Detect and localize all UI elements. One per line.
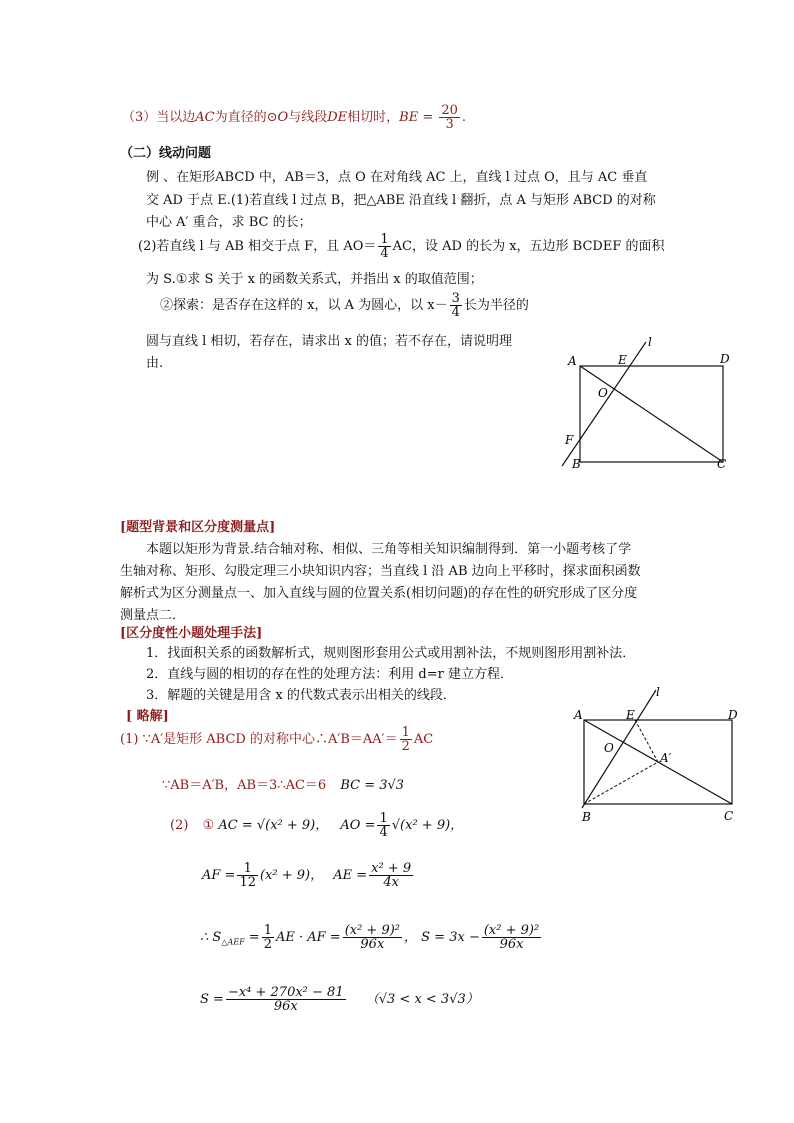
section2-title: （二）线动问题	[120, 146, 212, 161]
problem-line-7: 圆与直线 l 相切，若存在，请求出 x 的值；若不存在，请说明理	[146, 334, 513, 349]
part3-de: DE	[327, 110, 348, 125]
fig1-label-a: A	[568, 354, 577, 368]
solution-step-1a: (1) ∵A′是矩形 ABCD 的对称中心∴A′B＝AA′＝	[120, 732, 398, 747]
part3-mid3: 相切时，	[347, 110, 400, 125]
fig1-label-c: C	[717, 457, 727, 471]
fig2-label-d: D	[728, 708, 738, 722]
solution-step-3-label: (2)	[170, 818, 189, 833]
solution-step-1b: AC	[413, 732, 434, 747]
background-title: [题型背景和区分度测量点]	[120, 520, 276, 535]
solution-step-6	[200, 986, 479, 1013]
fig1-label-l: l	[648, 335, 652, 349]
fig1-label-b: B	[572, 457, 581, 471]
solution-s-area-eq: =	[248, 930, 260, 945]
fig1-diagonal-ac	[580, 366, 723, 462]
solution-step-5	[200, 924, 543, 951]
problem-line-6	[160, 292, 529, 319]
solution-step-3-circle: ①	[202, 818, 215, 833]
problem-line-3: 中心 A′ 重合，求 BC 的长；	[146, 215, 312, 230]
problem-line-5: 为 S.①求 S 关于 x 的函数关系式，并指出 x 的取值范围；	[146, 272, 483, 287]
problem-fraction-3-4: $\frac{3}{4}$	[451, 291, 460, 320]
solution-fraction-ao: $\frac{1}{4}$	[379, 811, 388, 840]
fig2-label-a-prime: A′	[660, 751, 672, 765]
fig1-label-o: O	[598, 386, 608, 400]
part3-fraction: $\frac{20}{3}$	[441, 103, 458, 132]
solution-ao-right: √(x² + 9)，	[391, 818, 464, 833]
problem-line-8: 由.	[146, 356, 164, 371]
part3-mid: 为直径的⊙	[214, 110, 278, 125]
solution-step-2	[162, 774, 404, 793]
fig2-label-o: O	[604, 741, 614, 755]
background-para-4: 测量点二．	[120, 608, 186, 623]
method-item-2: 2．直线与圆的相切的存在性的处理方法：利用 d=r 建立方程．	[146, 667, 513, 682]
solution-range: （√3 < x < 3√3）	[365, 992, 479, 1007]
part3-end: .	[461, 110, 467, 125]
fig2-dashed-ba	[584, 762, 658, 804]
solution-fraction-ae: $\frac{\text{x² + 9}}{4x}$	[371, 861, 412, 890]
fig1-label-d: D	[720, 352, 730, 366]
problem-line-6b: 长为半径的	[463, 298, 529, 313]
solution-ae-af: AE · AF =	[275, 930, 341, 945]
solution-fraction-s: $\frac{\text{(x² + 9)²}}{96x}$	[483, 923, 540, 952]
background-para-1: 本题以矩形为背景.结合轴对称、相似、三角等相关知识编制得到．第一小题考核了学	[146, 542, 632, 557]
method-item-3: 3．解题的关键是用含 x 的代数式表示出相关的线段．	[146, 688, 456, 703]
fig1-label-e: E	[618, 353, 627, 367]
solution-fraction-half: $\frac{1}{2}$	[263, 923, 272, 952]
solution-step-2a: ∵AB＝A′B，AB＝3∴AC＝6	[162, 778, 327, 793]
background-para-2: 生轴对称、矩形、勾股定理三小块知识内容；当直线 l 沿 AB 边向上平移时，探求面积函数	[120, 564, 641, 579]
problem-fraction-1-4: $\frac{1}{4}$	[380, 232, 389, 261]
part3-ac: AC	[195, 110, 215, 125]
solution-s-final-left: S =	[200, 992, 224, 1007]
part3-prefix: （3）当以边	[122, 110, 196, 125]
part3-line	[122, 104, 466, 131]
solution-fraction-area: $\frac{\text{(x² + 9)²}}{96x}$	[344, 923, 401, 952]
method-item-1: 1．找面积关系的函数解析式，规则图形套用公式或用割补法，不规则图形用割补法．	[146, 646, 636, 661]
solution-ao-left: AO =	[340, 818, 376, 833]
solution-ac-formula: AC = √(x² + 9)，	[218, 818, 329, 833]
fig2-label-e: E	[626, 708, 635, 722]
problem-line-4a: (2)若直线 l 与 AB 相交于点 F，且 AO＝	[138, 239, 377, 254]
problem-line-2: 交 AD 于点 E.(1)若直线 l 过点 B，把△ABE 沿直线 l 翻折，点 A 与矩形 ABCD 的对称	[146, 193, 656, 208]
fig1-label-f: F	[565, 433, 574, 447]
fig2-label-a: A	[574, 708, 583, 722]
problem-line-4	[138, 233, 664, 260]
fig2-label-l: l	[656, 685, 660, 699]
background-para-3: 解析式为区分测量点一、加入直线与圆的位置关系(相切问题)的存在性的研究形成了区分度	[120, 586, 638, 601]
solution-title: [ 略解]	[126, 709, 169, 724]
method-title: [区分度性小题处理手法]	[120, 626, 263, 641]
solution-fraction-af: $\frac{1}{12}$	[239, 861, 256, 890]
solution-s-area-left: ∴ S	[200, 930, 222, 945]
figure-1-rectangle-diagram	[560, 330, 740, 475]
part3-mid2: 与线段	[288, 110, 328, 125]
solution-fraction-final: $\frac{\text{−x⁴ + 270x² − 81}}{96x}$	[227, 985, 344, 1014]
solution-af-left: AF =	[202, 868, 236, 883]
solution-step-1	[120, 726, 433, 753]
problem-line-4b: AC，设 AD 的长为 x，五边形 BCDEF 的面积	[392, 239, 665, 254]
solution-s-area-sub: △AEF	[221, 937, 245, 947]
fig2-label-b: B	[582, 810, 591, 824]
part3-o: O	[277, 110, 289, 125]
figure-2-fold-diagram	[568, 682, 748, 827]
solution-fraction-1-2: $\frac{1}{2}$	[401, 725, 410, 754]
fig2-line-l	[582, 690, 656, 808]
solution-s-eq: ， S = 3x −	[404, 930, 480, 945]
solution-step-4	[202, 862, 415, 889]
problem-line-1: 例 、在矩形ABCD 中，AB＝3，点 O 在对角线 AC 上，直线 l 过点 O，且与 AC 垂直	[146, 170, 648, 185]
solution-step-2b: BC = 3√3	[340, 778, 405, 793]
fig2-label-c: C	[724, 809, 734, 823]
solution-step-3	[170, 812, 463, 839]
part3-be: BE =	[399, 110, 434, 125]
problem-line-6a: ②探索：是否存在这样的 x，以 A 为圆心，以 x－	[160, 298, 448, 313]
solution-af-right: (x² + 9)，	[259, 868, 324, 883]
solution-ae-left: AE =	[333, 868, 368, 883]
